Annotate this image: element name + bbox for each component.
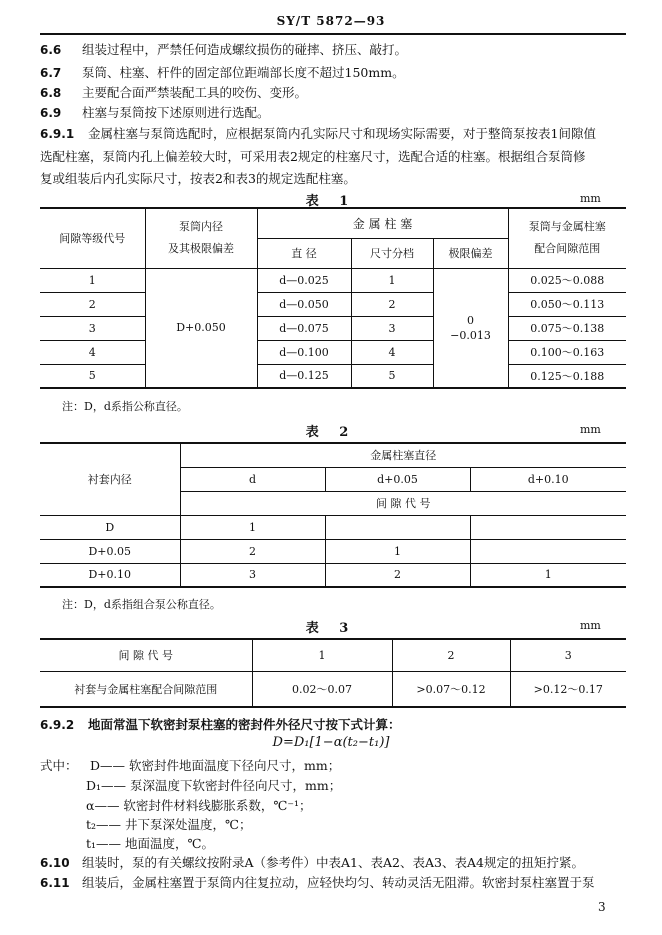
table-row xyxy=(40,316,626,340)
section-6-7 xyxy=(40,63,640,83)
table1-header-bore xyxy=(145,208,257,268)
table1-header-level: 间隙等级代号 xyxy=(40,208,145,268)
table1-header-dev: 极限偏差 xyxy=(433,238,508,268)
section-number: 6.8 xyxy=(40,86,62,100)
table-row xyxy=(40,364,626,388)
table1-level: 3 xyxy=(40,316,145,340)
section-text-line1: 金属柱塞与泵筒选配时，应根据泵筒内孔实际尺寸和现场实际需要，对于整筒泵按表1间隙值 xyxy=(88,126,596,141)
table2-cell: 1 xyxy=(544,568,552,582)
section-text: 泵筒、柱塞、杆件的固定部位距端部长度不超过150mm。 xyxy=(82,65,405,80)
table1-header-bore-line2: 及其极限偏差 xyxy=(168,242,234,256)
table3-code: 3 xyxy=(510,639,626,671)
section-6-11 xyxy=(40,873,650,893)
table2 xyxy=(40,442,626,588)
section-text: 组装时，泵的有关螺纹按附录A（参考件）中表A1、表A2、表A3、表A4规定的扭矩拧紧。 xyxy=(82,855,584,870)
table2-header-code: 间 隙 代 号 xyxy=(180,491,626,515)
table1-dia: d—0.075 xyxy=(257,316,351,340)
formula: D=D₁[1−α(t₂−t₁)] xyxy=(272,735,390,750)
table1-header-dia: 直 径 xyxy=(257,238,351,268)
table1-step: 4 xyxy=(351,340,433,364)
table1-step: 3 xyxy=(351,316,433,340)
table1-range: 0.125～0.188 xyxy=(530,369,605,383)
table3 xyxy=(40,638,626,708)
table3-range: >0.12～0.17 xyxy=(533,682,603,696)
table1-range: 0.025～0.088 xyxy=(508,268,626,292)
table1-dia: d—0.050 xyxy=(257,292,351,316)
section-6-9-2 xyxy=(40,715,640,735)
table1-dia: d—0.125 xyxy=(257,364,351,388)
section-text-line2: 选配柱塞，泵筒内孔上偏差较大时，可采用表2规定的柱塞尺寸，选配合适的柱塞。根据组合泵筒修 xyxy=(40,149,586,164)
table2-unit: mm xyxy=(580,423,601,436)
table1-level: 4 xyxy=(40,340,145,364)
section-number: 6.9 xyxy=(40,106,62,120)
table1-header-fit xyxy=(508,208,626,268)
table2-cell: 1 xyxy=(180,515,325,539)
table1-dia: d—0.100 xyxy=(257,340,351,364)
definition-item: α—— 软密封件材料线膨胀系数，℃⁻¹； xyxy=(86,798,312,813)
section-number: 6.9.1 xyxy=(40,127,75,141)
table2-title: 表 2 xyxy=(305,425,357,440)
table1-header-plunger: 金 属 柱 塞 xyxy=(257,208,508,238)
table2-col-d010: d+0.10 xyxy=(470,467,626,491)
table3-title: 表 3 xyxy=(305,621,357,636)
table1-dev-value: 0 −0.013 xyxy=(433,268,508,388)
table2-cell: 2 xyxy=(180,539,325,563)
header-rule xyxy=(40,33,626,35)
table3-code: 2 xyxy=(392,639,510,671)
section-number: 6.9.2 xyxy=(40,718,75,732)
table-row xyxy=(40,340,626,364)
table1-range: 0.050～0.113 xyxy=(508,292,626,316)
table-row xyxy=(40,292,626,316)
document-header-code: SY/T 5872—93 xyxy=(276,14,386,28)
table2-liner: D xyxy=(40,515,180,539)
section-number: 6.7 xyxy=(40,66,62,80)
table1-bore-value: D+0.050 xyxy=(145,268,257,388)
definition-item: t₁—— 地面温度，℃。 xyxy=(86,836,214,851)
section-text: 柱塞与泵筒按下述原则进行选配。 xyxy=(82,105,270,120)
table2-cell xyxy=(470,539,626,563)
table2-cell xyxy=(470,515,626,539)
table1-header-step: 尺寸分档 xyxy=(351,238,433,268)
section-text: 地面常温下软密封泵柱塞的密封件外径尺寸按下式计算： xyxy=(88,717,401,732)
table2-cell: 1 xyxy=(325,539,470,563)
section-6-6 xyxy=(40,40,640,60)
table2-col-d005: d+0.05 xyxy=(325,467,470,491)
table-row xyxy=(40,671,626,707)
table3-code: 1 xyxy=(252,639,392,671)
table3-range: 0.02～0.07 xyxy=(252,671,392,707)
section-number: 6.11 xyxy=(40,876,70,890)
table1-step: 1 xyxy=(351,268,433,292)
table1-dia: d—0.025 xyxy=(257,268,351,292)
table1 xyxy=(40,207,626,389)
table1-range: 0.100～0.163 xyxy=(508,340,626,364)
table3-header-range: 衬套与金属柱塞配合间隙范围 xyxy=(40,671,252,707)
section-text: 主要配合面严禁装配工具的咬伤、变形。 xyxy=(82,85,308,100)
table1-range: 0.075～0.138 xyxy=(508,316,626,340)
table1-header-fit-line2: 配合间隙范围 xyxy=(534,242,601,256)
table1-step: 5 xyxy=(351,364,433,388)
table1-header-fit-line1: 泵筒与金属柱塞 xyxy=(528,220,606,234)
table-row xyxy=(40,539,626,563)
table1-step: 2 xyxy=(351,292,433,316)
section-6-9 xyxy=(40,103,640,123)
section-text: 组装过程中，严禁任何造成螺纹损伤的碰摔、挤压、敲打。 xyxy=(82,42,408,57)
table-row xyxy=(40,268,626,292)
section-6-8 xyxy=(40,83,640,103)
definition-item: t₂—— 井下泵深处温度，℃； xyxy=(86,817,252,832)
table2-cell xyxy=(325,515,470,539)
table1-title: 表 1 xyxy=(305,194,357,209)
section-6-9-1 xyxy=(40,124,640,188)
table1-note: 注：D，d系指公称直径。 xyxy=(62,400,188,413)
table1-level: 1 xyxy=(40,268,145,292)
table2-col-d: d xyxy=(180,467,325,491)
table-row xyxy=(40,639,626,671)
section-number: 6.10 xyxy=(40,856,70,870)
table-row xyxy=(40,515,626,539)
page-number: 3 xyxy=(598,900,606,914)
table2-cell: 2 xyxy=(325,563,470,587)
table3-header-code: 间 隙 代 号 xyxy=(40,639,252,671)
table2-cell: 3 xyxy=(180,563,325,587)
table2-liner: D+0.05 xyxy=(40,539,180,563)
definition-item: D₁—— 泵深温度下软密封件径向尺寸，mm； xyxy=(86,778,342,793)
table2-note: 注：D，d系指组合泵公称直径。 xyxy=(62,598,221,611)
where-label: 式中： xyxy=(40,758,78,773)
table3-range: >0.07～0.12 xyxy=(392,671,510,707)
table3-unit: mm xyxy=(580,619,601,632)
table1-header-bore-line1: 泵筒内径 xyxy=(179,220,223,234)
section-text: 组装后，金属柱塞置于泵筒内往复拉动，应轻快均匀、转动灵活无阻滞。软密封泵柱塞置于泵 xyxy=(82,875,595,890)
section-number: 6.6 xyxy=(40,43,62,57)
table2-header-liner: 衬套内径 xyxy=(40,443,180,515)
table1-unit: mm xyxy=(580,192,601,205)
table2-liner: D+0.10 xyxy=(40,563,180,587)
section-text-line3: 复或组装后内孔实际尺寸，按表2和表3的规定选配柱塞。 xyxy=(40,171,356,186)
table1-level: 5 xyxy=(40,364,145,388)
section-6-10 xyxy=(40,853,650,873)
definition-item: D—— 软密封件地面温度下径向尺寸，mm； xyxy=(90,758,341,773)
table-row xyxy=(40,563,626,587)
table1-level: 2 xyxy=(40,292,145,316)
table2-header-plunger: 金属柱塞直径 xyxy=(180,443,626,467)
